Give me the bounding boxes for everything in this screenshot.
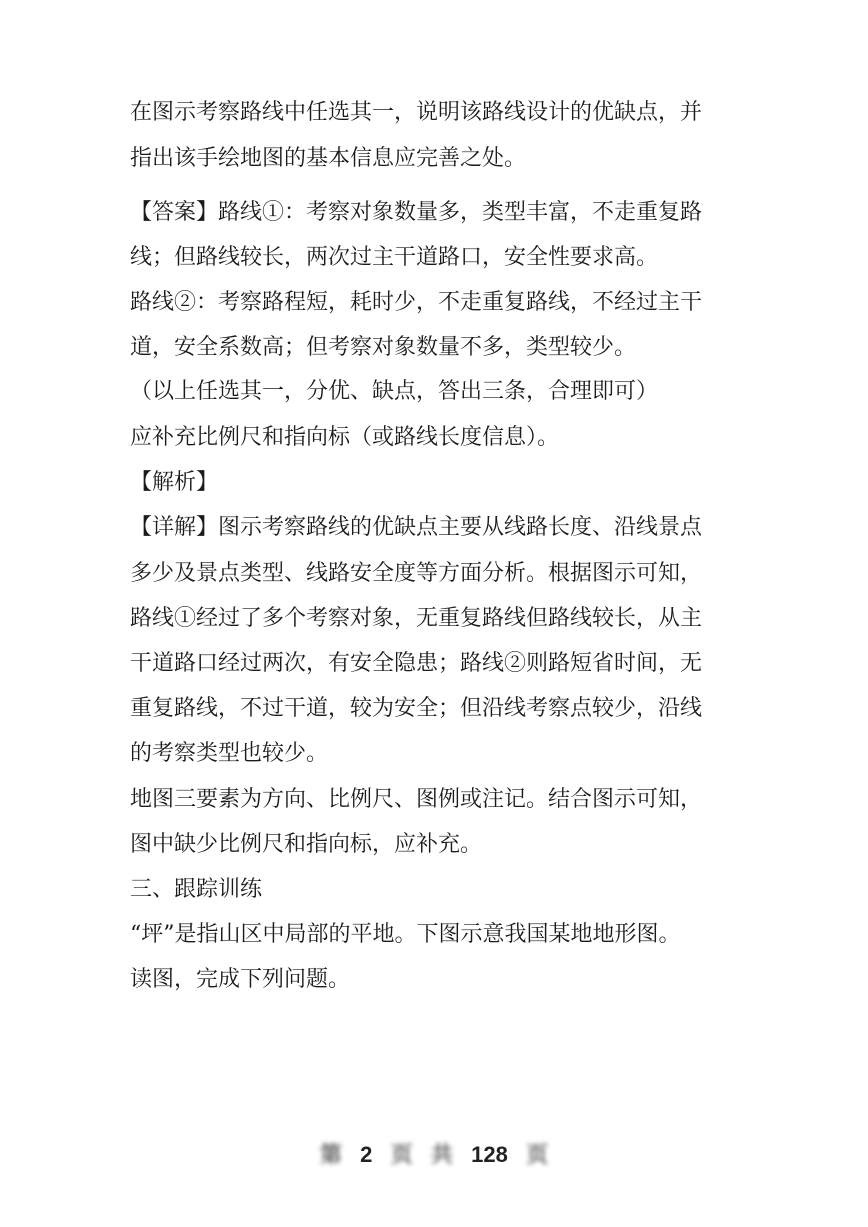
footer-page-suffix: 页 [526, 1142, 549, 1167]
body-line: 路线②：考察路程短，耗时少，不走重复路线，不经过主干 [130, 290, 703, 315]
body-line: （以上任选其一，分优、缺点，答出三条，合理即可） [130, 379, 659, 404]
body-line: 地图三要素为方向、比例尺、图例或注记。结合图示可知， [130, 787, 703, 812]
body-line: 指出该手绘地图的基本信息应完善之处。 [130, 146, 527, 171]
body-line: 在图示考察路线中任选其一，说明该路线设计的优缺点，并 [130, 100, 703, 125]
body-line: 应补充比例尺和指向标（或路线长度信息）。 [130, 425, 560, 450]
footer-total-pages: 128 [471, 1142, 508, 1167]
body-line: 的考察类型也较少。 [130, 741, 329, 766]
footer-page-mid: 页 [390, 1142, 413, 1167]
footer-page-number: 2 [360, 1142, 373, 1167]
footer-total-prefix: 共 [430, 1142, 453, 1167]
section-heading: 三、跟踪训练 [130, 877, 263, 902]
body-line: 多少及景点类型、线路安全度等方面分析。根据图示可知， [130, 561, 703, 586]
detail-line: 【详解】图示考察路线的优缺点主要从线路长度、沿线景点 [130, 515, 703, 540]
body-line: 图中缺少比例尺和指向标，应补充。 [130, 832, 483, 857]
body-line: 线；但路线较长，两次过主干道路口，安全性要求高。 [130, 245, 659, 270]
body-line: 道，安全系数高；但考察对象数量不多，类型较少。 [130, 335, 637, 360]
footer-page-prefix: 第 [319, 1142, 342, 1167]
analysis-heading: 【解析】 [130, 470, 219, 495]
body-line: 读图，完成下列问题。 [130, 967, 351, 992]
body-line: 干道路口经过两次，有安全隐患；路线②则路短省时间，无 [130, 651, 703, 676]
body-line: “坪”是指山区中局部的平地。下图示意我国某地地形图。 [130, 922, 681, 947]
page-footer [0, 1140, 868, 1170]
body-line: 重复路线，不过干道，较为安全；但沿线考察点较少，沿线 [130, 696, 703, 721]
answer-line: 【答案】路线①：考察对象数量多，类型丰富，不走重复路 [130, 200, 703, 225]
body-line: 路线①经过了多个考察对象，无重复路线但路线较长，从主 [130, 606, 703, 631]
